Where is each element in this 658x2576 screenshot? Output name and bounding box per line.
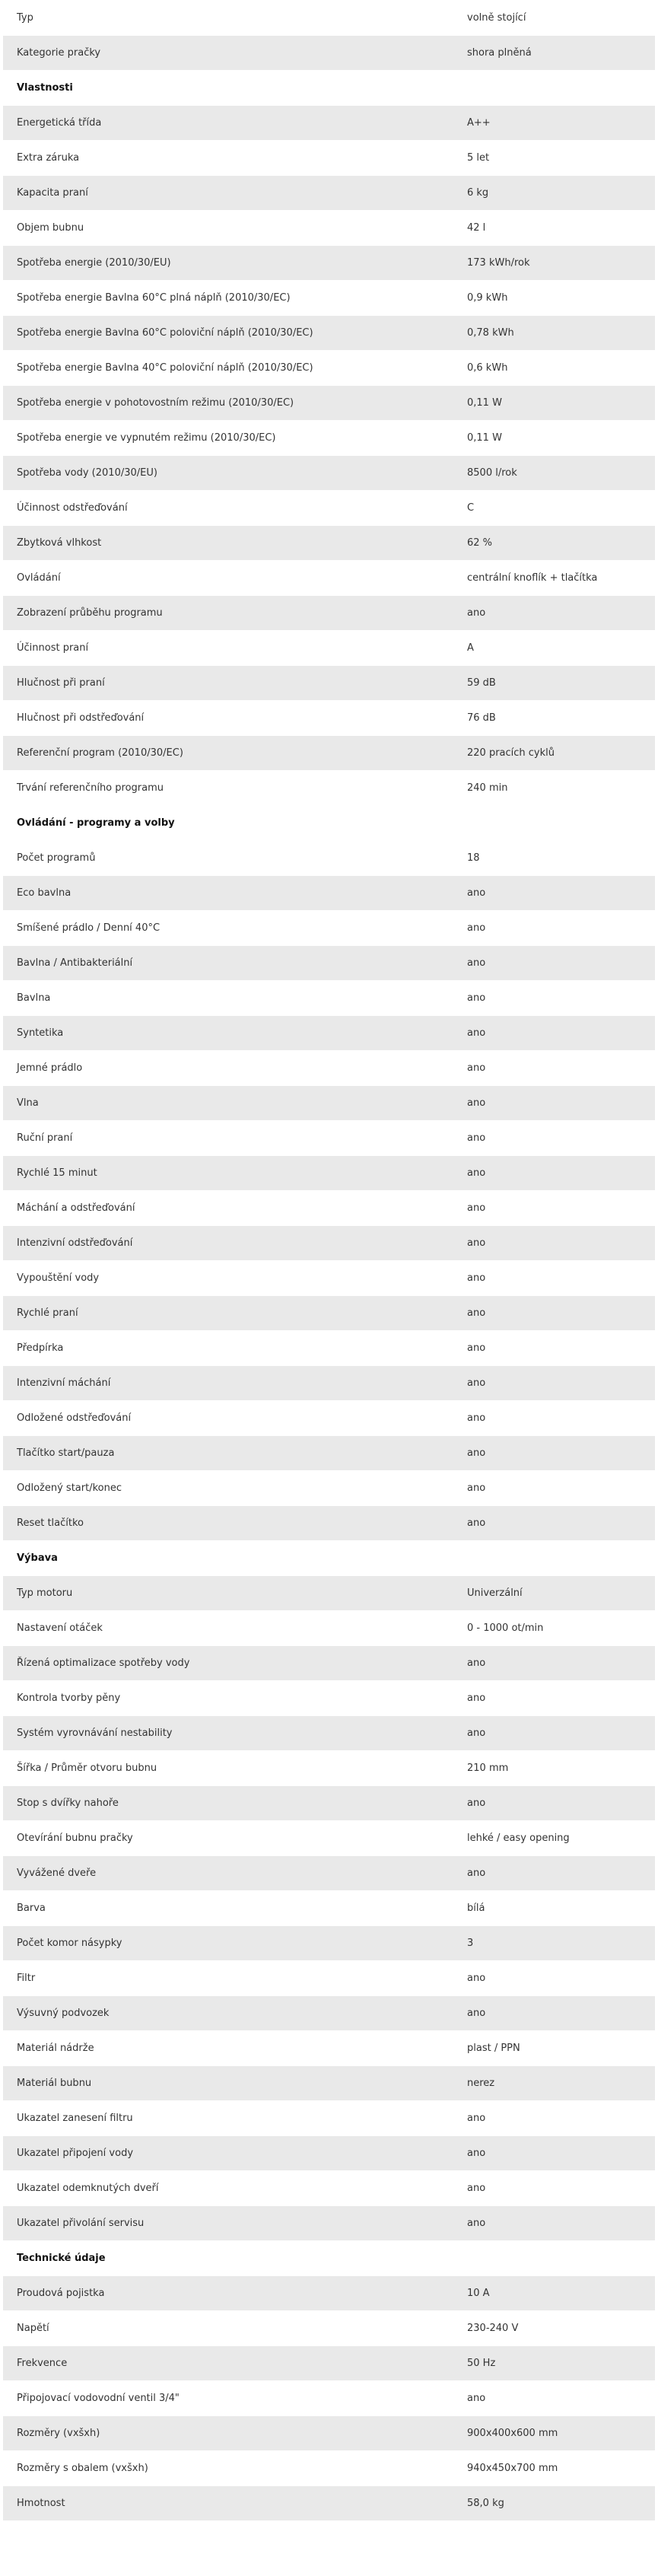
spec-row — [3, 106, 655, 141]
spec-row — [3, 1751, 655, 1786]
spec-row — [3, 1051, 655, 1086]
spec-label: Referenční program (2010/30/EC) — [3, 736, 453, 771]
spec-label: Barva — [3, 1891, 453, 1926]
spec-label: Hlučnost při odstřeďování — [3, 701, 453, 736]
spec-label: Počet programů — [3, 841, 453, 876]
spec-row — [3, 1016, 655, 1051]
section-heading: Technické údaje — [3, 2241, 655, 2276]
spec-value: 6 kg — [453, 176, 655, 211]
spec-label: Eco bavlna — [3, 876, 453, 911]
spec-row — [3, 141, 655, 176]
spec-label: Ukazatel zanesení filtru — [3, 2101, 453, 2136]
spec-value: shora plněná — [453, 36, 655, 71]
spec-value: 240 min — [453, 771, 655, 806]
spec-value: ano — [453, 1506, 655, 1541]
spec-table — [3, 0, 655, 2521]
spec-label: Odložené odstřeďování — [3, 1401, 453, 1436]
spec-row — [3, 2416, 655, 2451]
spec-row — [3, 526, 655, 561]
section-heading-row — [3, 806, 655, 841]
spec-label: Objem bubnu — [3, 211, 453, 246]
spec-value: ano — [453, 946, 655, 981]
spec-row — [3, 1261, 655, 1296]
spec-value: 0 - 1000 ot/min — [453, 1611, 655, 1646]
spec-row — [3, 736, 655, 771]
section-heading: Vlastnosti — [3, 71, 655, 106]
spec-label: Jemné prádlo — [3, 1051, 453, 1086]
spec-row — [3, 981, 655, 1016]
spec-value: ano — [453, 1401, 655, 1436]
spec-value: 940x450x700 mm — [453, 2451, 655, 2486]
spec-label: Předpírka — [3, 1331, 453, 1366]
spec-row — [3, 246, 655, 281]
spec-value: C — [453, 491, 655, 526]
spec-value: ano — [453, 2206, 655, 2241]
spec-row — [3, 1821, 655, 1856]
spec-value: ano — [453, 1786, 655, 1821]
spec-row — [3, 561, 655, 596]
spec-row — [3, 421, 655, 456]
spec-row — [3, 36, 655, 71]
spec-row — [3, 2171, 655, 2206]
spec-row — [3, 876, 655, 911]
spec-label: Spotřeba energie Bavlna 60°C poloviční náplň (2010/30/EC) — [3, 316, 453, 351]
spec-label: Kategorie pračky — [3, 36, 453, 71]
spec-row — [3, 666, 655, 701]
spec-value: ano — [453, 1226, 655, 1261]
spec-label: Ukazatel přivolání servisu — [3, 2206, 453, 2241]
spec-label: Odložený start/konec — [3, 1471, 453, 1506]
spec-value: Univerzální — [453, 1576, 655, 1611]
spec-value: ano — [453, 1261, 655, 1296]
spec-label: Bavlna / Antibakteriální — [3, 946, 453, 981]
spec-value: 3 — [453, 1926, 655, 1961]
spec-label: Extra záruka — [3, 141, 453, 176]
spec-label: Účinnost praní — [3, 631, 453, 666]
spec-label: Filtr — [3, 1961, 453, 1996]
spec-value: 62 % — [453, 526, 655, 561]
spec-label: Spotřeba energie Bavlna 60°C plná náplň (2010/30/EC) — [3, 281, 453, 316]
spec-label: Proudová pojistka — [3, 2276, 453, 2311]
spec-row — [3, 2101, 655, 2136]
spec-value: 42 l — [453, 211, 655, 246]
spec-value: ano — [453, 1436, 655, 1471]
spec-label: Smíšené prádlo / Denní 40°C — [3, 911, 453, 946]
spec-row — [3, 281, 655, 316]
spec-value: lehké / easy opening — [453, 1821, 655, 1856]
spec-label: Syntetika — [3, 1016, 453, 1051]
spec-label: Rozměry s obalem (vxšxh) — [3, 2451, 453, 2486]
spec-label: Vyvážené dveře — [3, 1856, 453, 1891]
spec-label: Hmotnost — [3, 2486, 453, 2521]
spec-label: Počet komor násypky — [3, 1926, 453, 1961]
spec-label: Spotřeba energie (2010/30/EU) — [3, 246, 453, 281]
spec-label: Bavlna — [3, 981, 453, 1016]
spec-row — [3, 631, 655, 666]
spec-row — [3, 386, 655, 421]
spec-row — [3, 351, 655, 386]
spec-row — [3, 1506, 655, 1541]
spec-row — [3, 2136, 655, 2171]
spec-row — [3, 2276, 655, 2311]
spec-row — [3, 1436, 655, 1471]
spec-value: ano — [453, 1191, 655, 1226]
spec-row — [3, 1716, 655, 1751]
spec-row — [3, 491, 655, 526]
spec-row — [3, 1296, 655, 1331]
spec-label: Vypouštění vody — [3, 1261, 453, 1296]
spec-label: Spotřeba energie Bavlna 40°C poloviční náplň (2010/30/EC) — [3, 351, 453, 386]
spec-label: Stop s dvířky nahoře — [3, 1786, 453, 1821]
spec-row — [3, 771, 655, 806]
spec-label: Tlačítko start/pauza — [3, 1436, 453, 1471]
spec-value: 230-240 V — [453, 2311, 655, 2346]
spec-label: Spotřeba vody (2010/30/EU) — [3, 456, 453, 491]
spec-row — [3, 1121, 655, 1156]
spec-row — [3, 2486, 655, 2521]
spec-table-body — [3, 1, 655, 2521]
spec-value: bílá — [453, 1891, 655, 1926]
spec-label: Kontrola tvorby pěny — [3, 1681, 453, 1716]
spec-label: Výsuvný podvozek — [3, 1996, 453, 2031]
spec-label: Frekvence — [3, 2346, 453, 2381]
spec-value: ano — [453, 911, 655, 946]
spec-value: ano — [453, 1016, 655, 1051]
spec-value: A++ — [453, 106, 655, 141]
spec-row — [3, 1226, 655, 1261]
spec-label: Materiál nádrže — [3, 2031, 453, 2066]
spec-value: ano — [453, 2136, 655, 2171]
spec-value: centrální knoflík + tlačítka — [453, 561, 655, 596]
spec-row — [3, 2346, 655, 2381]
spec-value: 5 let — [453, 141, 655, 176]
spec-value: volně stojící — [453, 1, 655, 36]
spec-row — [3, 1191, 655, 1226]
spec-value: ano — [453, 876, 655, 911]
spec-row — [3, 1646, 655, 1681]
spec-label: Napětí — [3, 2311, 453, 2346]
spec-label: Kapacita praní — [3, 176, 453, 211]
section-heading-row — [3, 2241, 655, 2276]
spec-value: ano — [453, 1156, 655, 1191]
spec-label: Hlučnost při praní — [3, 666, 453, 701]
spec-label: Systém vyrovnávání nestability — [3, 1716, 453, 1751]
spec-row — [3, 946, 655, 981]
spec-value: 10 A — [453, 2276, 655, 2311]
spec-label: Ruční praní — [3, 1121, 453, 1156]
spec-row — [3, 1576, 655, 1611]
section-heading: Ovládání - programy a volby — [3, 806, 655, 841]
spec-label: Typ — [3, 1, 453, 36]
spec-label: Energetická třída — [3, 106, 453, 141]
spec-value: ano — [453, 1296, 655, 1331]
spec-label: Trvání referenčního programu — [3, 771, 453, 806]
spec-value: ano — [453, 1121, 655, 1156]
spec-row — [3, 1996, 655, 2031]
spec-row — [3, 456, 655, 491]
spec-row — [3, 596, 655, 631]
spec-row — [3, 1961, 655, 1996]
spec-label: Šířka / Průměr otvoru bubnu — [3, 1751, 453, 1786]
spec-value: 0,9 kWh — [453, 281, 655, 316]
spec-value: 59 dB — [453, 666, 655, 701]
spec-row — [3, 2381, 655, 2416]
spec-row — [3, 1681, 655, 1716]
spec-label: Typ motoru — [3, 1576, 453, 1611]
spec-value: ano — [453, 1646, 655, 1681]
spec-label: Ovládání — [3, 561, 453, 596]
spec-row — [3, 211, 655, 246]
spec-label: Rychlé 15 minut — [3, 1156, 453, 1191]
spec-value: ano — [453, 1086, 655, 1121]
spec-label: Intenzivní máchání — [3, 1366, 453, 1401]
spec-label: Máchání a odstřeďování — [3, 1191, 453, 1226]
spec-row — [3, 1366, 655, 1401]
spec-row — [3, 1611, 655, 1646]
spec-value: ano — [453, 1716, 655, 1751]
spec-label: Účinnost odstřeďování — [3, 491, 453, 526]
spec-value: ano — [453, 1366, 655, 1401]
spec-value: 76 dB — [453, 701, 655, 736]
spec-value: 173 kWh/rok — [453, 246, 655, 281]
spec-value: ano — [453, 2171, 655, 2206]
spec-row — [3, 2311, 655, 2346]
spec-label: Ukazatel připojení vody — [3, 2136, 453, 2171]
spec-value: ano — [453, 2101, 655, 2136]
spec-value: ano — [453, 1681, 655, 1716]
spec-value: ano — [453, 2381, 655, 2416]
spec-row — [3, 911, 655, 946]
spec-row — [3, 841, 655, 876]
spec-label: Intenzivní odstřeďování — [3, 1226, 453, 1261]
spec-label: Ukazatel odemknutých dveří — [3, 2171, 453, 2206]
spec-value: 0,11 W — [453, 421, 655, 456]
spec-value: ano — [453, 1961, 655, 1996]
spec-value: 210 mm — [453, 1751, 655, 1786]
spec-value: ano — [453, 1051, 655, 1086]
spec-value: plast / PPN — [453, 2031, 655, 2066]
spec-row — [3, 176, 655, 211]
spec-row — [3, 1331, 655, 1366]
spec-row — [3, 2206, 655, 2241]
spec-label: Zbytková vlhkost — [3, 526, 453, 561]
section-heading-row — [3, 71, 655, 106]
spec-value: ano — [453, 596, 655, 631]
section-heading-row — [3, 1541, 655, 1576]
spec-label: Připojovací vodovodní ventil 3/4" — [3, 2381, 453, 2416]
spec-value: ano — [453, 981, 655, 1016]
spec-label: Řízená optimalizace spotřeby vody — [3, 1646, 453, 1681]
spec-row — [3, 2451, 655, 2486]
spec-row — [3, 1086, 655, 1121]
spec-label: Materiál bubnu — [3, 2066, 453, 2101]
spec-row — [3, 1, 655, 36]
spec-row — [3, 2031, 655, 2066]
spec-value: 50 Hz — [453, 2346, 655, 2381]
spec-value: 0,11 W — [453, 386, 655, 421]
spec-value: A — [453, 631, 655, 666]
spec-row — [3, 1891, 655, 1926]
spec-row — [3, 1856, 655, 1891]
spec-value: ano — [453, 1471, 655, 1506]
spec-value: nerez — [453, 2066, 655, 2101]
spec-row — [3, 1926, 655, 1961]
spec-row — [3, 316, 655, 351]
spec-row — [3, 701, 655, 736]
spec-label: Rychlé praní — [3, 1296, 453, 1331]
spec-value: 8500 l/rok — [453, 456, 655, 491]
spec-label: Rozměry (vxšxh) — [3, 2416, 453, 2451]
spec-value: 58,0 kg — [453, 2486, 655, 2521]
spec-value: ano — [453, 1996, 655, 2031]
spec-value: 0,6 kWh — [453, 351, 655, 386]
spec-value: 18 — [453, 841, 655, 876]
spec-label: Spotřeba energie v pohotovostním režimu (2010/30/EC) — [3, 386, 453, 421]
spec-row — [3, 1471, 655, 1506]
spec-label: Nastavení otáček — [3, 1611, 453, 1646]
spec-row — [3, 2066, 655, 2101]
spec-label: Vlna — [3, 1086, 453, 1121]
spec-row — [3, 1401, 655, 1436]
spec-label: Zobrazení průběhu programu — [3, 596, 453, 631]
spec-value: 0,78 kWh — [453, 316, 655, 351]
spec-value: 220 pracích cyklů — [453, 736, 655, 771]
spec-row — [3, 1786, 655, 1821]
spec-label: Reset tlačítko — [3, 1506, 453, 1541]
spec-value: 900x400x600 mm — [453, 2416, 655, 2451]
spec-value: ano — [453, 1856, 655, 1891]
spec-label: Spotřeba energie ve vypnutém režimu (2010/30/EC) — [3, 421, 453, 456]
spec-label: Otevírání bubnu pračky — [3, 1821, 453, 1856]
spec-row — [3, 1156, 655, 1191]
section-heading: Výbava — [3, 1541, 655, 1576]
spec-value: ano — [453, 1331, 655, 1366]
